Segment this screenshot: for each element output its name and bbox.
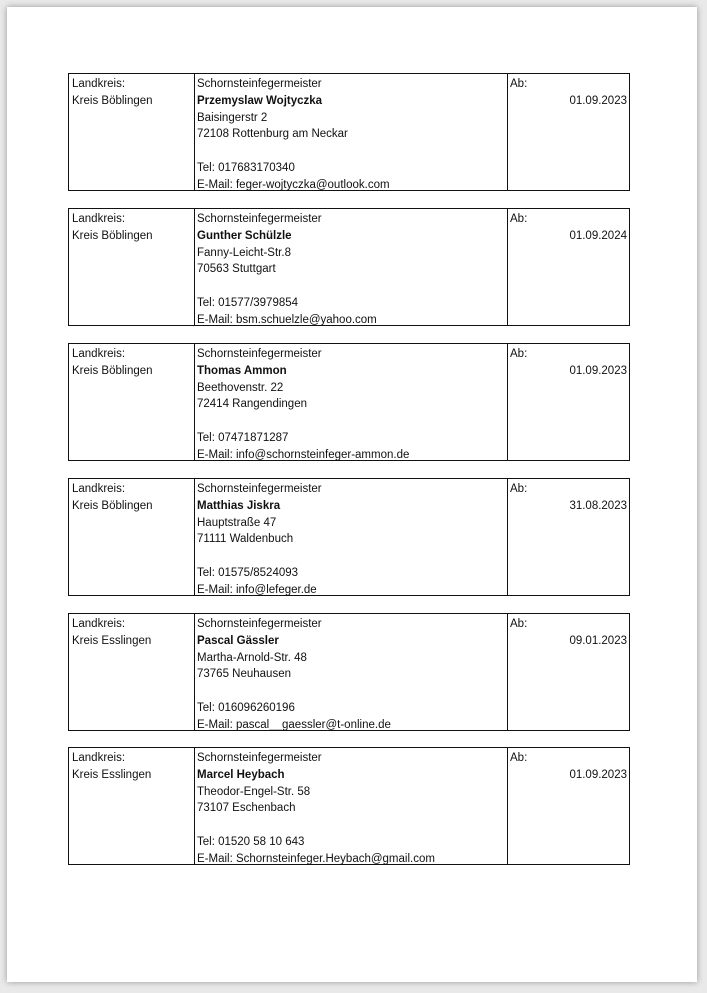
district-cell (69, 748, 195, 864)
job-title: Schornsteinfegermeister (197, 213, 322, 225)
job-title: Schornsteinfegermeister (197, 78, 322, 90)
date-cell (508, 344, 629, 460)
person-name: Matthias Jiskra (197, 499, 281, 512)
district-label: Landkreis: (72, 213, 126, 225)
contact-entry (68, 208, 630, 326)
district-label: Landkreis: (72, 483, 126, 495)
email-address: E-Mail: pascal__gaessler@t-online.de (197, 718, 391, 731)
start-date: 01.09.2023 (569, 768, 627, 781)
date-label: Ab: (510, 213, 528, 225)
district-name: Kreis Böblingen (72, 499, 153, 512)
district-cell (69, 209, 195, 325)
contact-cell (195, 74, 508, 190)
person-name: Thomas Ammon (197, 364, 287, 377)
start-date: 01.09.2023 (569, 364, 627, 377)
start-date: 31.08.2023 (569, 499, 627, 512)
email-address: E-Mail: info@schornsteinfeger-ammon.de (197, 448, 410, 461)
contact-cell (195, 748, 508, 864)
job-title: Schornsteinfegermeister (197, 483, 322, 495)
person-name: Marcel Heybach (197, 768, 285, 781)
district-name: Kreis Esslingen (72, 768, 152, 781)
start-date: 09.01.2023 (569, 634, 627, 647)
district-label: Landkreis: (72, 78, 126, 90)
contact-entry (68, 613, 630, 731)
email-address: E-Mail: info@lefeger.de (197, 583, 317, 596)
start-date: 01.09.2023 (569, 94, 627, 107)
phone-number: Tel: 01520 58 10 643 (197, 835, 305, 848)
district-cell (69, 479, 195, 595)
email-address: E-Mail: bsm.schuelzle@yahoo.com (197, 313, 377, 326)
date-label: Ab: (510, 78, 528, 90)
email-address: E-Mail: Schornsteinfeger.Heybach@gmail.com (197, 852, 435, 865)
contact-cell (195, 344, 508, 460)
contact-entry (68, 478, 630, 596)
date-cell (508, 74, 629, 190)
person-name: Przemyslaw Wojtyczka (197, 94, 323, 107)
street-address: Martha-Arnold-Str. 48 (197, 651, 307, 664)
contact-cell (195, 479, 508, 595)
start-date: 01.09.2024 (569, 229, 627, 242)
district-name: Kreis Böblingen (72, 229, 153, 242)
district-name: Kreis Böblingen (72, 94, 153, 107)
phone-number: Tel: 016096260196 (197, 701, 295, 714)
person-name: Pascal Gässler (197, 634, 279, 647)
person-name: Gunther Schülzle (197, 229, 292, 242)
district-cell (69, 614, 195, 730)
phone-number: Tel: 017683170340 (197, 161, 295, 174)
district-label: Landkreis: (72, 752, 126, 764)
phone-number: Tel: 07471871287 (197, 431, 289, 444)
date-cell (508, 614, 629, 730)
contact-cell (195, 209, 508, 325)
job-title: Schornsteinfegermeister (197, 618, 322, 630)
city-address: 71111 Waldenbuch (197, 533, 294, 546)
date-cell (508, 748, 629, 864)
job-title: Schornsteinfegermeister (197, 752, 322, 764)
street-address: Fanny-Leicht-Str.8 (197, 246, 291, 259)
contact-entry (68, 343, 630, 461)
email-address: E-Mail: feger-wojtyczka@outlook.com (197, 178, 390, 191)
contact-entry (68, 747, 630, 865)
street-address: Beethovenstr. 22 (197, 381, 284, 394)
date-label: Ab: (510, 483, 528, 495)
document-page (7, 7, 697, 982)
city-address: 73107 Eschenbach (197, 802, 296, 815)
date-label: Ab: (510, 348, 528, 360)
city-address: 70563 Stuttgart (197, 263, 276, 276)
district-name: Kreis Böblingen (72, 364, 153, 377)
date-label: Ab: (510, 618, 528, 630)
date-label: Ab: (510, 752, 528, 764)
district-name: Kreis Esslingen (72, 634, 152, 647)
date-cell (508, 209, 629, 325)
street-address: Theodor-Engel-Str. 58 (197, 785, 311, 798)
phone-number: Tel: 01575/8524093 (197, 566, 299, 579)
district-label: Landkreis: (72, 618, 126, 630)
city-address: 72414 Rangendingen (197, 398, 307, 411)
street-address: Hauptstraße 47 (197, 516, 277, 529)
phone-number: Tel: 01577/3979854 (197, 296, 299, 309)
contact-entry (68, 73, 630, 191)
city-address: 72108 Rottenburg am Neckar (197, 128, 348, 141)
city-address: 73765 Neuhausen (197, 668, 291, 681)
contact-cell (195, 614, 508, 730)
date-cell (508, 479, 629, 595)
district-label: Landkreis: (72, 348, 126, 360)
district-cell (69, 344, 195, 460)
street-address: Baisingerstr 2 (197, 111, 268, 124)
job-title: Schornsteinfegermeister (197, 348, 322, 360)
district-cell (69, 74, 195, 190)
